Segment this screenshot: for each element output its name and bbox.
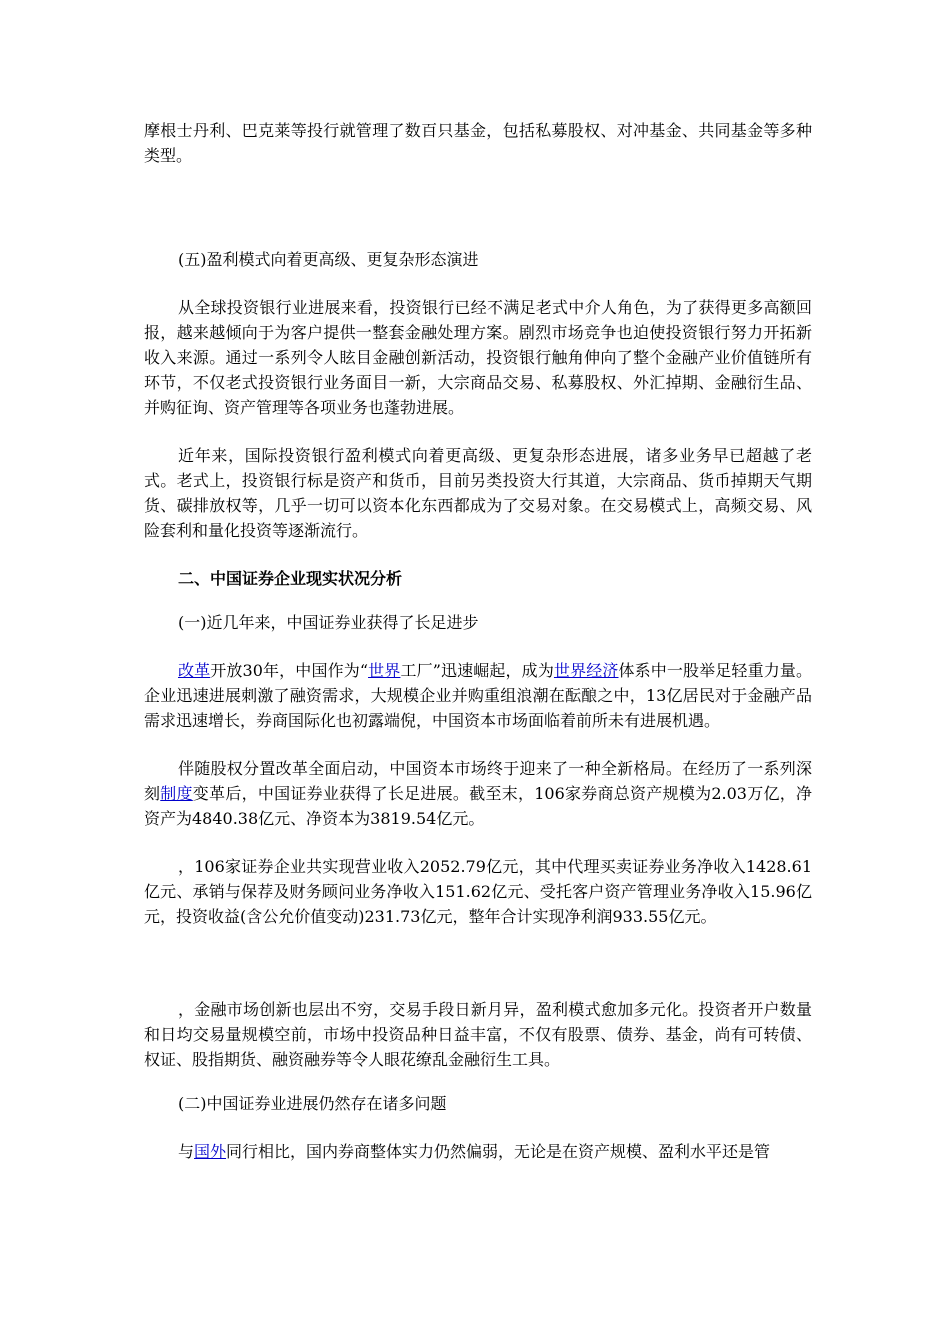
link-reform[interactable]: 改革 bbox=[178, 661, 211, 680]
link-foreign[interactable]: 国外 bbox=[194, 1142, 227, 1161]
link-world-economy[interactable]: 世界经济 bbox=[553, 661, 619, 680]
section-heading-2-2: (二)中国证券业进展仍然存在诸多问题 bbox=[178, 1094, 447, 1113]
paragraph-revenue: ，106家证券企业共实现营业收入2052.79亿元，其中代理买卖证券业务净收入1428.61亿元、承销与保荐及财务顾问业务净收入151.62亿元、受托客户资产管理业务净收入15.96亿元，投资收益(含公允价值变动)231.73亿元，整年合计实现净利润933.55亿元。 bbox=[144, 857, 812, 926]
paragraph-reform: 改革开放30年，中国作为“世界工厂”迅速崛起，成为世界经济体系中一股举足轻重力量。企业迅速进展刺激了融资需求，大规模企业并购重组浪潮在酝酿之中，13亿居民对于金融产品需求迅速增长，券商国际化也初露端倪，中国资本市场面临着前所未有进展机遇。 bbox=[144, 661, 812, 730]
link-system[interactable]: 制度 bbox=[160, 784, 193, 803]
paragraph-share-reform: 伴随股权分置改革全面启动，中国资本市场终于迎来了一种全新格局。在经历了一系列深刻制度变革后，中国证券业获得了长足进展。截至末，106家券商总资产规模为2.03万亿，净资产为4840.38亿元、净资本为3819.54亿元。 bbox=[144, 759, 812, 828]
document-body bbox=[144, 118, 812, 1164]
paragraph-profit-model: 近年来，国际投资银行盈利模式向着更高级、更复杂形态进展，诸多业务早已超越了老式。老式上，投资银行标是资产和货币，目前另类投资大行其道，大宗商品、货币掉期天气期货、碳排放权等，几乎一切可以资本化东西都成为了交易对象。在交易模式上，高频交易、风险套利和量化投资等逐渐流行。 bbox=[144, 446, 812, 540]
chapter-heading-2: 二、中国证券企业现实状况分析 bbox=[178, 569, 403, 588]
link-world[interactable]: 世界 bbox=[368, 661, 401, 680]
paragraph-funds: 摩根士丹利、巴克莱等投行就管理了数百只基金，包括私募股权、对冲基金、共同基金等多种类型。 bbox=[144, 121, 812, 165]
paragraph-comparison: 与国外同行相比，国内券商整体实力仍然偏弱，无论是在资产规模、盈利水平还是管 bbox=[178, 1142, 771, 1161]
section-heading-5: (五)盈利模式向着更高级、更复杂形态演进 bbox=[178, 250, 479, 269]
paragraph-innovation: ，金融市场创新也层出不穷，交易手段日新月异，盈利模式愈加多元化。投资者开户数量和日均交易量规模空前，市场中投资品种日益丰富，不仅有股票、债券、基金，尚有可转债、权证、股指期货、融资融券等令人眼花缭乱金融衍生工具。 bbox=[144, 1000, 812, 1069]
paragraph-global-ib: 从全球投资银行业进展来看，投资银行已经不满足老式中介人角色，为了获得更多高额回报，越来越倾向于为客户提供一整套金融处理方案。剧烈市场竞争也迫使投资银行努力开拓新收入来源。通过一系列令人眩目金融创新活动，投资银行触角伸向了整个金融产业价值链所有环节，不仅老式投资银行业务面目一新，大宗商品交易、私募股权、外汇掉期、金融衍生品、并购征询、资产管理等各项业务也蓬勃进展。 bbox=[144, 298, 812, 417]
section-heading-2-1: (一)近几年来，中国证券业获得了长足进步 bbox=[178, 613, 479, 632]
